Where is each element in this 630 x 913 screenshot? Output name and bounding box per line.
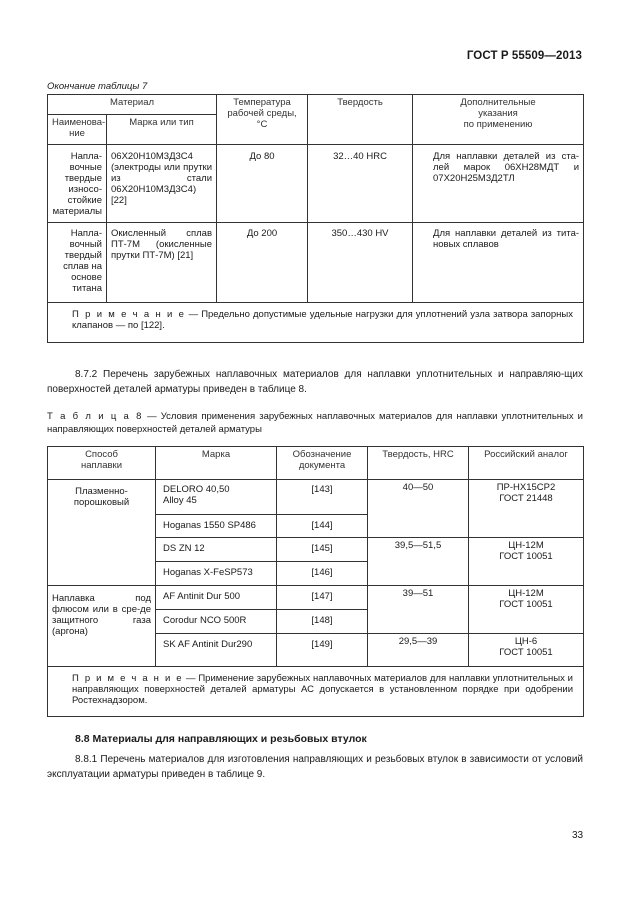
table-cell: ЦН-12М ГОСТ 10051 [469,538,584,586]
table-cell: Окисленный сплав ПТ-7М (окисленные прутки ПТ-7М) [21] [107,223,217,303]
table-cell: 350…430 HV [308,223,413,303]
table-cell: ЦН-6 ГОСТ 10051 [469,634,584,667]
table-cell: 39—51 [368,586,469,634]
table-cell: Для наплавки деталей из тита-новых сплавов [413,223,584,303]
table-8 [47,446,584,717]
table-cell: Для наплавки деталей из ста-лей марок 06ХН28МДТ и 07Х20Н25М3Д2ТЛ [413,145,584,223]
table-cell: [149] [277,634,368,667]
header-notes: Дополнительные указания по применению [413,95,584,145]
header-temperature: Температура рабочей среды, °С [217,95,308,145]
note-text: — Применение зарубежных наплавочных материалов для наплавки уплотнительных и направляющих поверхностей деталей арматуры АС допускается в установленном порядке при одобрении Ростехнадзором. [72,673,573,706]
table-cell: 29,5—39 [368,634,469,667]
note-label: П р и м е ч а н и е [72,673,184,684]
table-cell: ЦН-12М ГОСТ 10051 [469,586,584,634]
table-cell: DELORO 40,50 Alloy 45 [156,480,277,515]
header-brand: Марка [156,447,277,480]
table-cell: DS ZN 12 [156,538,277,562]
table-cell: Напла- вочный твердый сплав на основe титана [48,223,107,303]
table-cell: [147] [277,586,368,610]
header-hardness: Твердость [308,95,413,145]
header-analog: Российский аналог [469,447,584,480]
table-cell: 32…40 HRC [308,145,413,223]
table-cell: Напла- вочные твердые износо- стойкие материалы [48,145,107,223]
table-cell: [143] [277,480,368,515]
table-cell: Плазменно- порошковый [48,480,156,586]
header-hardness-hrc: Твердость, HRC [368,447,469,480]
table7-note [48,303,584,343]
paragraph-8-7-2: 8.7.2 Перечень зарубежных наплавочных материалов для наплавки уплотнительных и направляю-щих поверхностей деталей арматуры приведен в таблице 8. [47,369,583,395]
table-cell: Наплавка под флюсом или в сре-де защитного газа (аргона) [48,586,156,667]
table8-title [47,410,583,436]
header-grade: Марка или тип [107,115,217,145]
table-cell: Hoganas 1550 SP486 [156,515,277,538]
header-name: Наименова- ние [48,115,107,145]
note-label: П р и м е ч а н и е [72,309,186,320]
table-cell: [146] [277,562,368,586]
table-cell: 39,5—51,5 [368,538,469,586]
table-cell: [144] [277,515,368,538]
table7-caption: Окончание таблицы 7 [47,81,148,92]
table8-title-text: — Условия применения зарубежных наплавочных материалов для наплавки уплотнительных и направляющих поверхностей деталей арматуры [47,411,583,435]
table-cell: До 200 [217,223,308,303]
note-text: — Предельно допустимые удельные нагрузки для уплотнений узла затвора запорных клапанов — по [122]. [72,309,574,331]
table-cell: 40—50 [368,480,469,538]
table-cell: ПР-НХ15СР2 ГОСТ 21448 [469,480,584,538]
header-method: Способ наплавки [48,447,156,480]
table-cell: 06Х20Н10М3Д3С4 (электроды или прутки из стали 06Х20Н10М3Д3С4) [22] [107,145,217,223]
page-number: 33 [572,830,584,841]
table-cell: SK AF Antinit Dur290 [156,634,277,667]
table-cell: Corodur NCO 500R [156,610,277,634]
section-8-8-title: 8.8 Материалы для направляющих и резьбовых втулок [75,733,367,745]
table-cell: [148] [277,610,368,634]
table8-label: Т а б л и ц а 8 [47,411,144,422]
table-cell: [145] [277,538,368,562]
table-cell: AF Antinit Dur 500 [156,586,277,610]
table8-note [48,667,584,717]
header-material: Материал [48,95,217,115]
table-cell: Hoganas X-FeSP573 [156,562,277,586]
header-doc: Обозначение документа [277,447,368,480]
table-7 [47,94,584,343]
table-cell: До 80 [217,145,308,223]
document-code: ГОСТ Р 55509—2013 [466,50,582,62]
paragraph-8-8-1: 8.8.1 Перечень материалов для изготовления направляющих и резьбовых втулок в зависимости от условий эксплуатации арматуры приведен в таблице 9. [47,754,583,780]
